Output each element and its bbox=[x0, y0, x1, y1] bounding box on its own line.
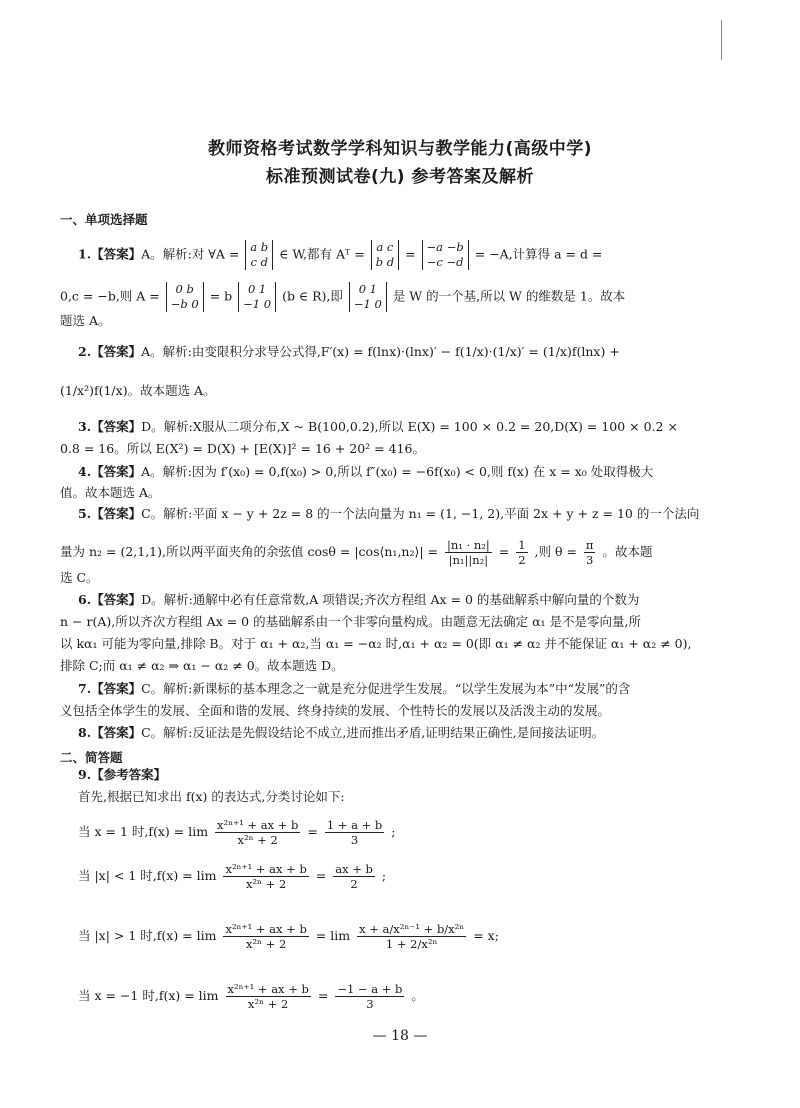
q6-line1: 6.【答案】D。解析:通解中必有任意常数,A 项错误;齐次方程组 Ax = 0 的基础解系中解向量的个数为 bbox=[78, 592, 640, 607]
q6-line2: n − r(A),所以齐次方程组 Ax = 0 的基础解系由一个非零向量构成。由题意无法确定 α₁ 是不是零向量,所 bbox=[60, 614, 641, 629]
q5-line1: 5.【答案】C。解析:平面 x − y + 2z = 8 的一个法向量为 n₁ = (1, −1, 2),平面 2x + y + z = 10 的一个法向 bbox=[78, 506, 700, 521]
q7-line2: 义包括全体学生的发展、全面和谐的发展、终身持续的发展、个性特长的发展以及活泼主动的发展。 bbox=[60, 703, 611, 718]
q9-heading: 9.【参考答案】 bbox=[78, 767, 167, 782]
q4-line1: 4.【答案】A。解析:因为 f′(x₀) = 0,f(x₀) > 0,所以 f″(x₀) = −6f(x₀) < 0,则 f(x) 在 x = x₀ 处取得极大 bbox=[78, 464, 654, 479]
half-fraction: $\frac{1}{2}$ bbox=[518, 538, 526, 567]
matrix-basis: 0 1 −1 0 bbox=[238, 282, 276, 312]
q2-line2: (1/x²)f(1/x)。故本题选 A。 bbox=[60, 383, 216, 398]
q7-line1: 7.【答案】C。解析:新课标的基本理念之一就是充分促进学生发展。“以学生发展为本”中“发展”的含 bbox=[78, 681, 631, 696]
scan-mark bbox=[721, 20, 722, 60]
q8-line1: 8.【答案】C。解析:反证法是先假设结论不成立,进而推出矛盾,证明结果正确性,是间接法证明。 bbox=[78, 725, 605, 740]
q6-line4: 排除 C;而 α₁ ≠ α₂ ⇒ α₁ − α₂ ≠ 0。故本题选 D。 bbox=[60, 658, 344, 673]
q5-line2: 量为 n₂ = (2,1,1),所以两平面夹角的余弦值 cosθ = |cos⟨n₁,n₂⟩| = $\frac{\text{|n₁ · n₂|}}{\text{|n₁||n₂|}}$ = $\frac{1}{2}$ ,则 θ = $\frac{\pi}{3}$ 。故本题 bbox=[60, 538, 653, 567]
matrix-basis-2: 0 1 −1 0 bbox=[349, 282, 387, 312]
section-heading-short: 二、简答题 bbox=[60, 750, 123, 765]
q1-line1: 1.【答案】A。解析:对 ∀A = a b c d ∈ W,都有 Aᵀ = a c b d = −a −b −c −d = −A,计算得 a = d = bbox=[78, 240, 603, 269]
q1-line2: 0,c = −b,则 A = 0 b −b 0 = b 0 1 −1 0 (b ∈ R),即 0 1 −1 0 是 W 的一个基,所以 W 的维数是 1。故本 bbox=[60, 282, 626, 311]
q9-case3: 当 |x| > 1 时,f(x) = lim $\frac{\text{x²ⁿ⁺¹ + ax + b}}{\text{x²ⁿ + 2}}$ = lim $\frac{\text{x + a/x²ⁿ⁻¹ + b/x²ⁿ}}{\text{1 + 2/x²ⁿ}}$ = x; bbox=[78, 922, 499, 951]
cos-fraction: $\frac{\text{|n₁ · n₂|}}{\text{|n₁||n₂|}}$ bbox=[447, 538, 490, 567]
q1-line3: 题选 A。 bbox=[60, 313, 111, 328]
pi-third-fraction: $\frac{\pi}{3}$ bbox=[585, 538, 594, 567]
q9-case1: 当 x = 1 时,f(x) = lim $\frac{\text{x²ⁿ⁺¹ + ax + b}}{\text{x²ⁿ + 2}}$ = $\frac{1 + a + b}{3}$ ; bbox=[78, 818, 396, 847]
page-subtitle: 标准预测试卷(九) 参考答案及解析 bbox=[266, 167, 534, 187]
matrix-neg-a: −a −b −c −d bbox=[422, 240, 469, 270]
q6-line3: 以 kα₁ 可能为零向量,排除 B。对于 α₁ + α₂,当 α₁ = −α₂ 时,α₁ + α₂ = 0(即 α₁ ≠ α₂ 并不能保证 α₁ + α₂ ≠ 0), bbox=[60, 636, 692, 651]
q2-line1: 2.【答案】A。解析:由变限积分求导公式得,F′(x) = f(lnx)·(lnx)′ − f(1/x)·(1/x)′ = (1/x)f(lnx) + bbox=[78, 344, 620, 359]
q3-line1: 3.【答案】D。解析:X服从二项分布,X ~ B(100,0.2),所以 E(X) = 100 × 0.2 = 20,D(X) = 100 × 0.2 × bbox=[78, 419, 678, 434]
page-number: — 18 — bbox=[372, 1028, 428, 1044]
q5-line3: 选 C。 bbox=[60, 570, 99, 585]
q3-line2: 0.8 = 16。所以 E(X²) = D(X) + [E(X)]² = 16 + 20² = 416。 bbox=[60, 441, 425, 456]
q9-intro: 首先,根据已知求出 f(x) 的表达式,分类讨论如下: bbox=[78, 789, 345, 804]
section-heading-choice: 一、单项选择题 bbox=[60, 212, 148, 227]
matrix-b: 0 b −b 0 bbox=[166, 282, 204, 312]
page-title: 教师资格考试数学学科知识与教学能力(高级中学) bbox=[207, 139, 593, 159]
q9-case2: 当 |x| < 1 时,f(x) = lim $\frac{\text{x²ⁿ⁺¹ + ax + b}}{\text{x²ⁿ + 2}}$ = $\frac{ax + b}{2}$ ; bbox=[78, 862, 387, 891]
matrix-a: a b c d bbox=[245, 240, 273, 270]
q4-line2: 值。故本题选 A。 bbox=[60, 485, 161, 500]
matrix-a-transpose: a c b d bbox=[371, 240, 399, 270]
q9-case4: 当 x = −1 时,f(x) = lim $\frac{\text{x²ⁿ⁺¹ + ax + b}}{\text{x²ⁿ + 2}}$ = $\frac{-1 - a + b}{3}$ 。 bbox=[78, 982, 424, 1011]
